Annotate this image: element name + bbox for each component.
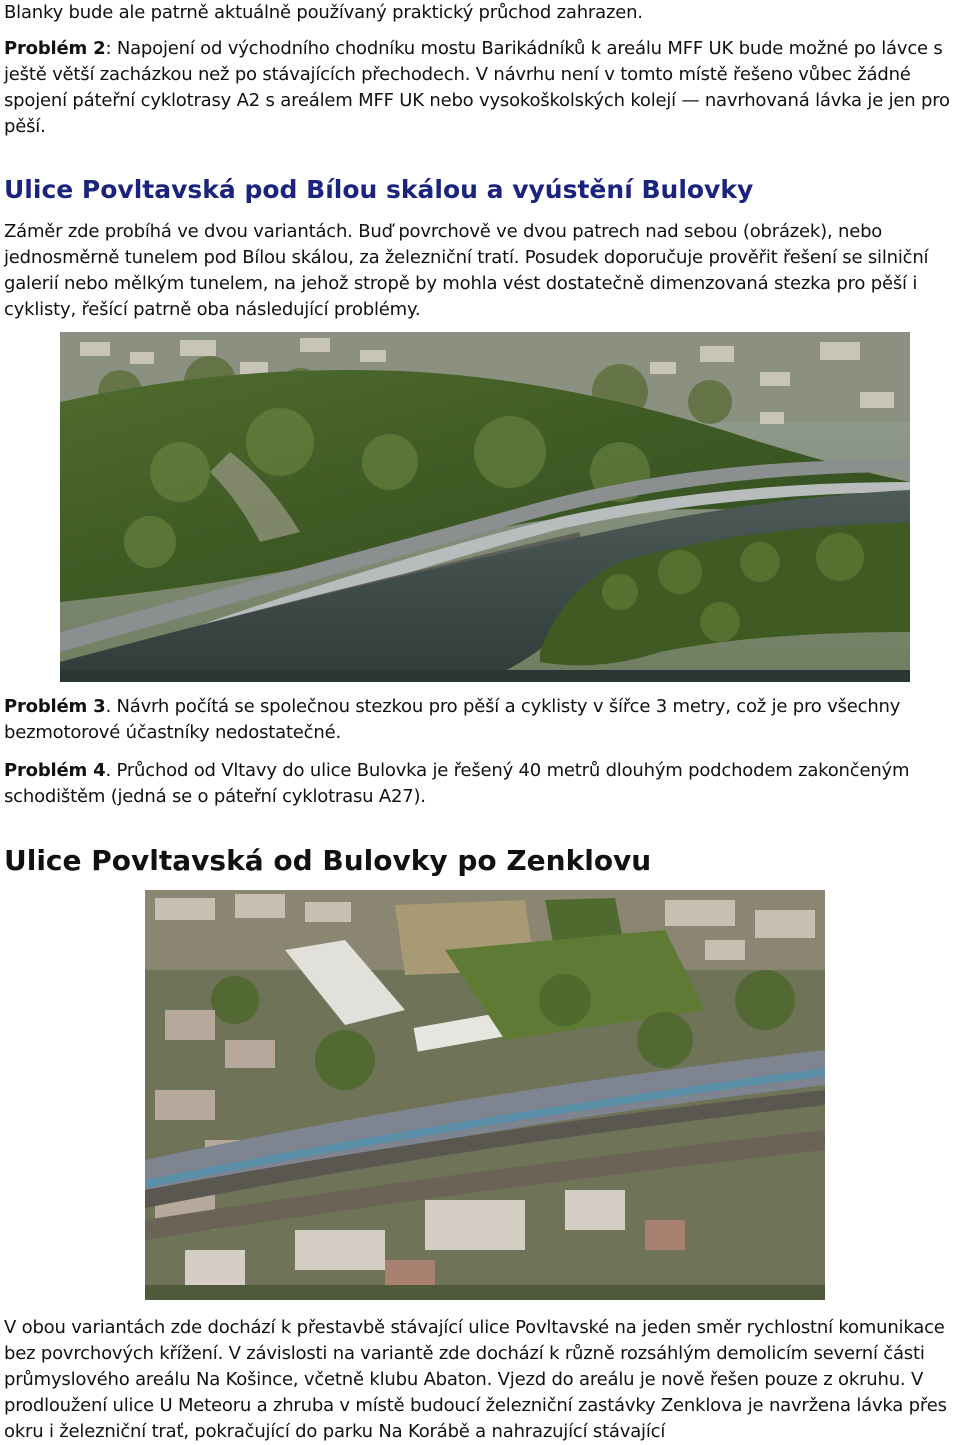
paragraph-problem-2 xyxy=(4,36,960,140)
problem-3-text: . Návrh počítá se společnou stezkou pro pěší a cyklisty v šířce 3 metry, což je pro všechny bezmotorové účastníky nedostatečné. xyxy=(4,696,901,743)
problem-2-label: Problém 2 xyxy=(4,38,106,59)
paragraph-problem-3 xyxy=(4,694,954,746)
problem-2-text: : Napojení od východního chodníku mostu Barikádníků k areálu MFF UK bude možné po lávce s ještě větší zacházkou než po stávajících přechodech. V návrhu není v tomto místě řešeno vůbec žádné spojení páteřní cyklotrasy A2 s areálem MFF UK nebo vysokoškolských kolejí — navrhovaná lávka je jen pro pěší. xyxy=(4,38,950,137)
section-heading-bila-skala: Ulice Povltavská pod Bílou skálou a vyústění Bulovky xyxy=(4,175,754,204)
problem-4-label: Problém 4 xyxy=(4,760,106,781)
aerial-photo-povltavska-zenklova xyxy=(145,890,825,1300)
aerial-photo-povltavska-bila-skala xyxy=(60,332,910,682)
problem-4-text: . Průchod od Vltavy do ulice Bulovka je řešený 40 metrů dlouhým podchodem zakončeným schodištěm (jedná se o páteřní cyklotrasu A27). xyxy=(4,760,910,807)
paragraph-variants: Záměr zde probíhá ve dvou variantách. Buď povrchově ve dvou patrech nad sebou (obrázek), nebo jednosměrně tunelem pod Bílou skálou, za železniční tratí. Posudek doporučuje prověřit řešení se silniční galerií nebo mělkým tunelem, na jehož stropě by mohla vést dostatečně dimenzovaná stezka pro pěší i cyklisty, řešící patrně oba následující problémy. xyxy=(4,221,929,320)
paragraph-intro: Blanky bude ale patrně aktuálně používaný praktický průchod zahrazen. xyxy=(4,2,643,23)
paragraph-problem-4 xyxy=(4,758,954,810)
section-heading-bulovka-zenklova: Ulice Povltavská od Bulovky po Zenklovu xyxy=(4,844,652,877)
problem-3-label: Problém 3 xyxy=(4,696,106,717)
paragraph-both-variants: V obou variantách zde dochází k přestavbě stávající ulice Povltavské na jeden směr rychlostní komunikace bez povrchových křížení. V závislosti na variantě zde dochází k různě rozsáhlým demolicím severní části průmyslového areálu Na Košince, včetně klubu Abaton. Vjezd do areálu je nově řešen pouze z okruhu. V prodloužení ulice U Meteoru a zhruba v místě budoucí železniční zastávky Zenklova je navržena lávka přes okru i železniční trať, pokračující do parku Na Korábě a nahrazující stávající xyxy=(4,1317,947,1442)
